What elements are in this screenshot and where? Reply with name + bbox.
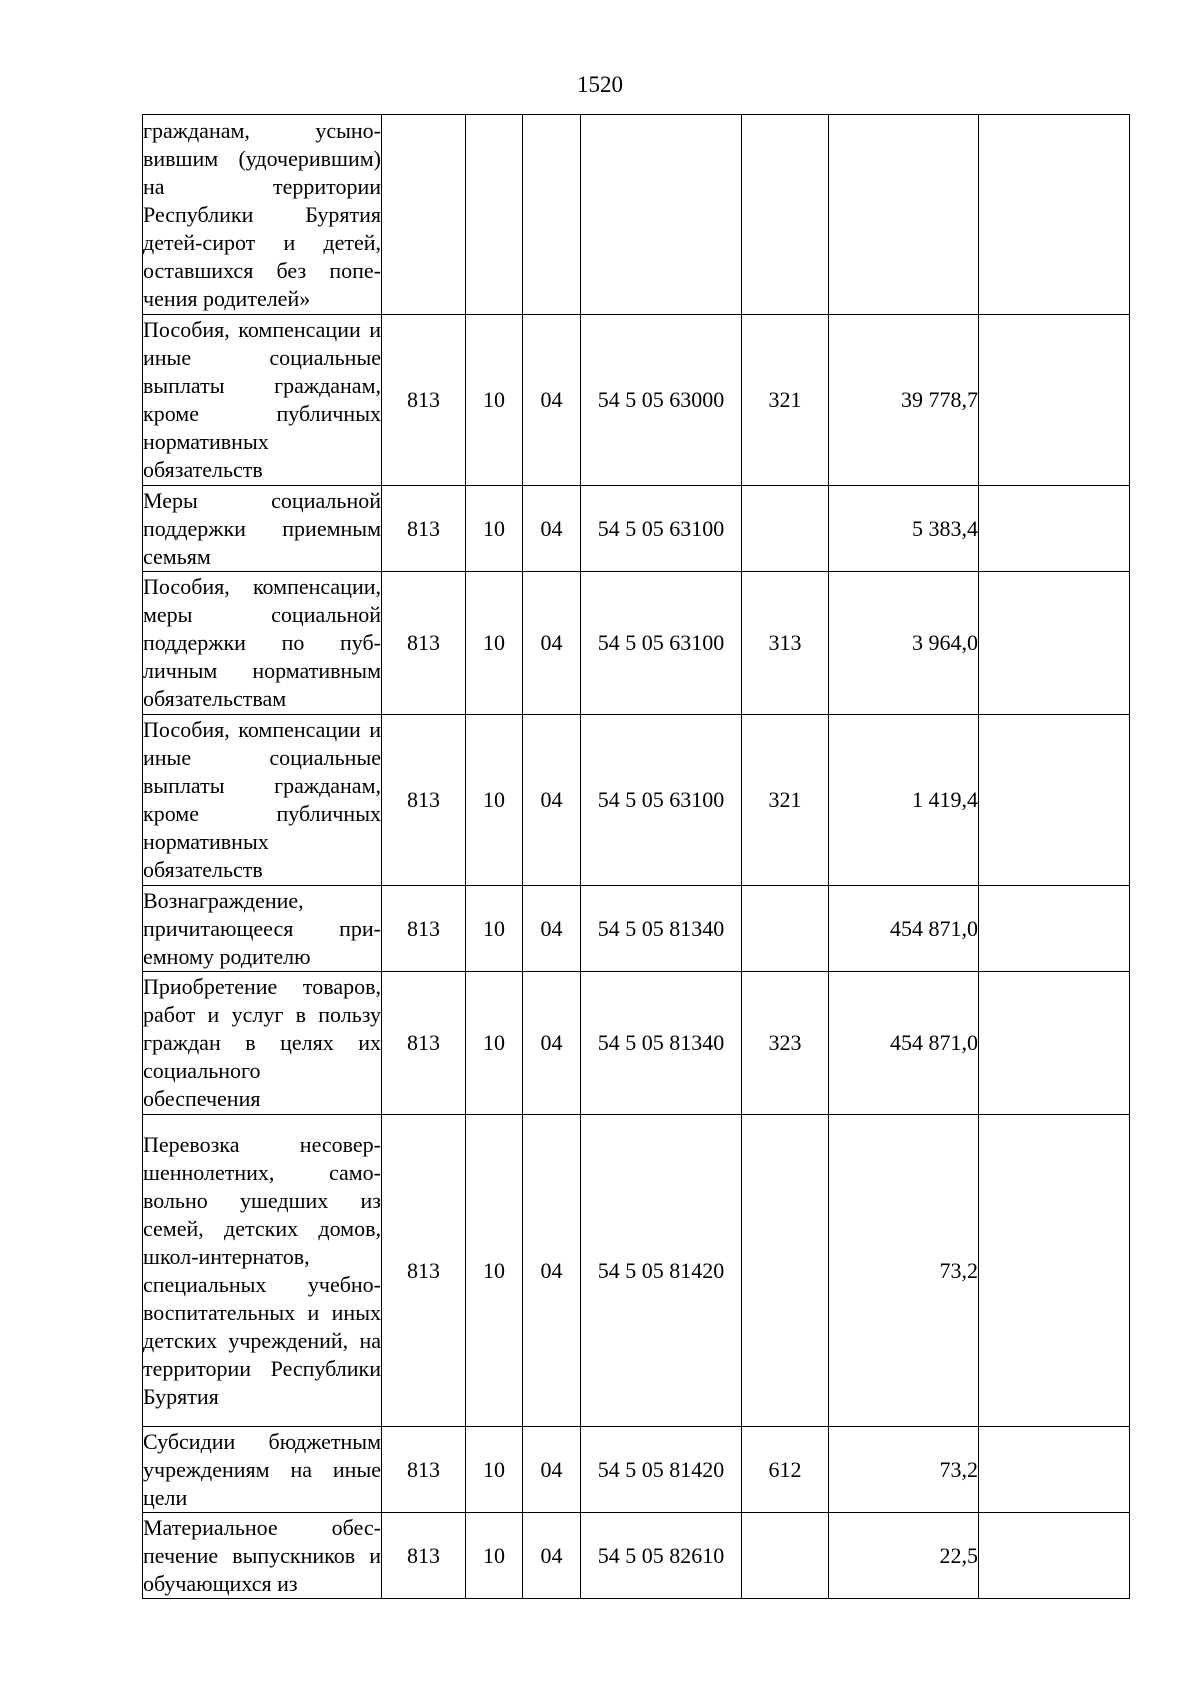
- expense-type-code: 321: [742, 315, 829, 486]
- subsection-code: 04: [523, 886, 581, 972]
- row-description: Материальное обеспечение выпускников и обучающихся из: [143, 1513, 382, 1599]
- expense-type-code: 612: [742, 1427, 829, 1513]
- subsection-code: 04: [523, 1115, 581, 1427]
- target-article-code: 54 5 05 81420: [581, 1115, 742, 1427]
- expense-type-code: 321: [742, 715, 829, 886]
- amount-extra: [979, 715, 1130, 886]
- amount-extra: [979, 1427, 1130, 1513]
- target-article-code: 54 5 05 63000: [581, 315, 742, 486]
- expense-type-code: [742, 1115, 829, 1427]
- subsection-code: 04: [523, 715, 581, 886]
- row-description: Субсидии бюджетным учреждениям на иные цели: [143, 1427, 382, 1513]
- table-body: [143, 115, 1130, 1599]
- grbs-code: 813: [382, 572, 466, 715]
- amount-extra: [979, 972, 1130, 1115]
- amount-extra: [979, 1115, 1130, 1427]
- grbs-code: 813: [382, 486, 466, 572]
- row-description: Вознаграждение, причитающееся приемному родителю: [143, 886, 382, 972]
- grbs-code: 813: [382, 715, 466, 886]
- section-code: [466, 115, 523, 315]
- amount: 73,2: [829, 1427, 979, 1513]
- section-code: 10: [466, 715, 523, 886]
- subsection-code: 04: [523, 1427, 581, 1513]
- section-code: 10: [466, 572, 523, 715]
- section-code: 10: [466, 886, 523, 972]
- amount: 454 871,0: [829, 886, 979, 972]
- grbs-code: 813: [382, 315, 466, 486]
- budget-table: [142, 114, 1130, 1599]
- amount-extra: [979, 315, 1130, 486]
- row-description: Меры социальной поддержки приемным семьям: [143, 486, 382, 572]
- section-code: 10: [466, 1115, 523, 1427]
- table-row: [143, 1115, 1130, 1427]
- table-row: [143, 1427, 1130, 1513]
- table-row: [143, 115, 1130, 315]
- amount: 22,5: [829, 1513, 979, 1599]
- expense-type-code: [742, 1513, 829, 1599]
- amount: 5 383,4: [829, 486, 979, 572]
- amount: 1 419,4: [829, 715, 979, 886]
- expense-type-code: 323: [742, 972, 829, 1115]
- subsection-code: 04: [523, 972, 581, 1115]
- expense-type-code: [742, 886, 829, 972]
- row-description: Приобретение товаров, работ и услуг в пользу граждан в целях их социального обеспечения: [143, 972, 382, 1115]
- row-description: Перевозка несовершеннолетних, самовольно ушедших из семей, детских домов, школ-интернатов, специальных учебно-воспитательных и иных детских учреждений, на территории Республики Бурятия: [143, 1115, 382, 1427]
- table-row: [143, 1513, 1130, 1599]
- subsection-code: 04: [523, 315, 581, 486]
- subsection-code: [523, 115, 581, 315]
- expense-type-code: [742, 115, 829, 315]
- row-description: Пособия, компенсации и иные социальные выплаты гражданам, кроме публичных нормативных обязательств: [143, 715, 382, 886]
- grbs-code: 813: [382, 1513, 466, 1599]
- amount-extra: [979, 886, 1130, 972]
- table-row: [143, 315, 1130, 486]
- row-description: гражданам, усыновившим (удочерившим) на территории Республики Бурятия детей-сирот и детей, оставшихся без попечения родителей»: [143, 115, 382, 315]
- grbs-code: 813: [382, 1115, 466, 1427]
- amount: 73,2: [829, 1115, 979, 1427]
- target-article-code: 54 5 05 63100: [581, 715, 742, 886]
- row-description: Пособия, компенсации, меры социальной поддержки по публичным нормативным обязательствам: [143, 572, 382, 715]
- table-row: [143, 715, 1130, 886]
- section-code: 10: [466, 486, 523, 572]
- section-code: 10: [466, 315, 523, 486]
- subsection-code: 04: [523, 486, 581, 572]
- grbs-code: 813: [382, 972, 466, 1115]
- amount: 454 871,0: [829, 972, 979, 1115]
- section-code: 10: [466, 972, 523, 1115]
- grbs-code: [382, 115, 466, 315]
- grbs-code: 813: [382, 886, 466, 972]
- row-description: Пособия, компенсации и иные социальные выплаты гражданам, кроме публичных нормативных обязательств: [143, 315, 382, 486]
- target-article-code: 54 5 05 81340: [581, 972, 742, 1115]
- table-row: [143, 886, 1130, 972]
- target-article-code: 54 5 05 81420: [581, 1427, 742, 1513]
- target-article-code: 54 5 05 63100: [581, 486, 742, 572]
- subsection-code: 04: [523, 572, 581, 715]
- section-code: 10: [466, 1427, 523, 1513]
- target-article-code: [581, 115, 742, 315]
- amount-extra: [979, 486, 1130, 572]
- table-row: [143, 972, 1130, 1115]
- grbs-code: 813: [382, 1427, 466, 1513]
- amount: [829, 115, 979, 315]
- amount: 3 964,0: [829, 572, 979, 715]
- amount-extra: [979, 572, 1130, 715]
- table-row: [143, 572, 1130, 715]
- amount-extra: [979, 115, 1130, 315]
- target-article-code: 54 5 05 63100: [581, 572, 742, 715]
- target-article-code: 54 5 05 82610: [581, 1513, 742, 1599]
- target-article-code: 54 5 05 81340: [581, 886, 742, 972]
- subsection-code: 04: [523, 1513, 581, 1599]
- section-code: 10: [466, 1513, 523, 1599]
- page-number: 1520: [577, 72, 623, 97]
- expense-type-code: [742, 486, 829, 572]
- amount-extra: [979, 1513, 1130, 1599]
- expense-type-code: 313: [742, 572, 829, 715]
- amount: 39 778,7: [829, 315, 979, 486]
- table-row: [143, 486, 1130, 572]
